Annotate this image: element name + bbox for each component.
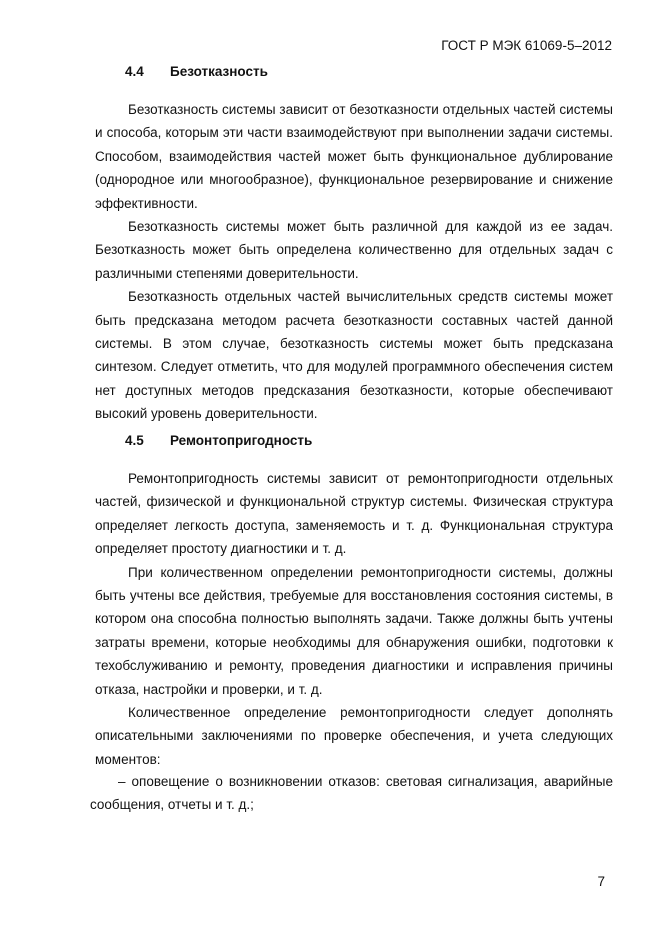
section-title: Ремонтопригодность — [170, 433, 313, 448]
paragraph: Безотказность системы может быть различной для каждой из ее задач. Безотказность может быть определена количественно для отдельных задач с различными степенями доверительности. — [95, 219, 613, 281]
paragraph: Ремонтопригодность системы зависит от ремонтопригодности отдельных частей, физической и функциональной структур системы. Физическая структура определяет легкость доступа, заменяемость и т. д. Функциональная структура определяет простоту диагностики и т. д. — [95, 471, 613, 557]
section-4-5 — [95, 433, 613, 771]
paragraph: При количественном определении ремонтопригодности системы, должны быть учтены все действия, требуемые для восстановления состояния системы, в котором она способна полностью выполнять задачи. Также должны быть учтены затраты времени, которые необходимы для обнаружения ошибки, подготовки к техобслуживанию и ремонту, проведения диагностики и исправления причины отказа, настройки и проверки, и т. д. — [95, 564, 613, 697]
list-item: – оповещение о возникновении отказов: световая сигнализация, аварийные сообщения, отчеты и т. д.; — [90, 774, 613, 813]
document-header: ГОСТ Р МЭК 61069-5–2012 — [441, 38, 612, 53]
section-4-4 — [95, 64, 613, 426]
section-title: Безотказность — [170, 64, 268, 79]
paragraph: Количественное определение ремонтопригодности следует дополнять описательными заключениями по проверке обеспечения, и учета следующих моментов: — [95, 705, 613, 767]
paragraph: Безотказность отдельных частей вычислительных средств системы может быть предсказана методом расчета безотказности составных частей данной системы. В этом случае, безотказность системы может быть предсказана синтезом. Следует отметить, что для модулей программного обеспечения систем нет доступных методов предсказания безотказности, которые обеспечивают высокий уровень доверительности. — [95, 289, 613, 422]
section-number: 4.4 — [125, 64, 144, 79]
page-number: 7 — [597, 874, 605, 889]
section-heading — [95, 433, 613, 453]
section-heading — [95, 64, 613, 84]
section-number: 4.5 — [125, 433, 144, 448]
paragraph: Безотказность системы зависит от безотказности отдельных частей системы и способа, которым эти части взаимодействуют при выполнении задачи системы. Способом, взаимодействия частей может быть функциональное дублирование (однородное или многообразное), функциональное резервирование и снижение эффективности. — [95, 102, 613, 211]
